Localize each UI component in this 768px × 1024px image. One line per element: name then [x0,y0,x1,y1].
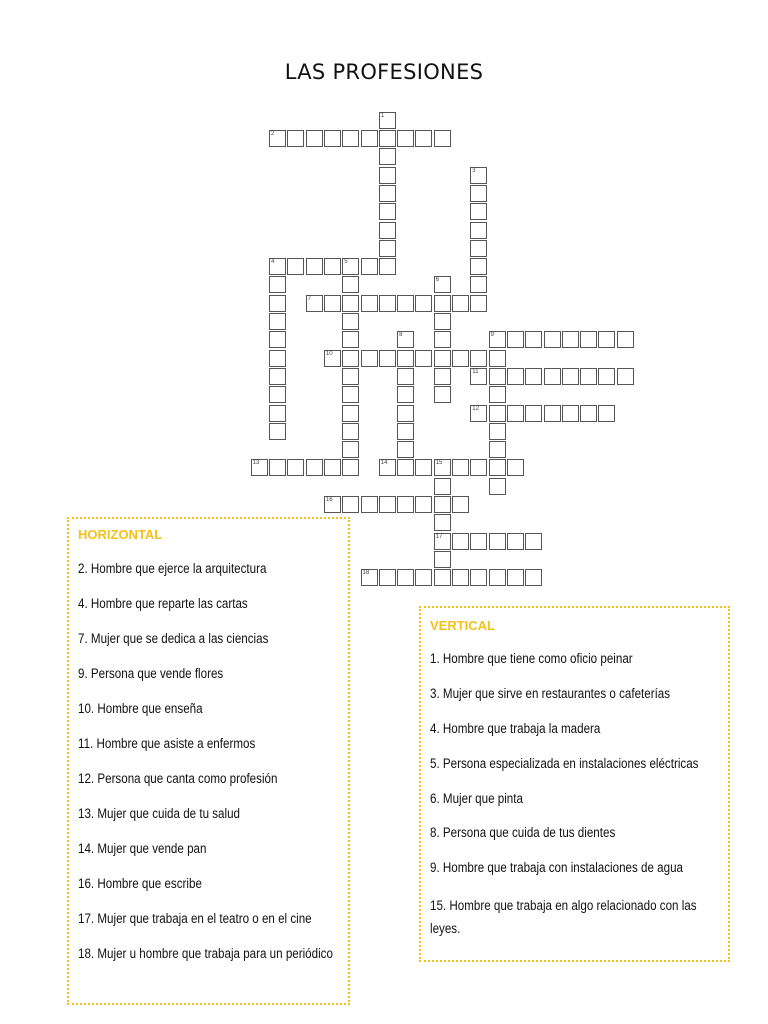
crossword-cell[interactable] [379,203,396,220]
vertical-clue: 1. Hombre que tiene como oficio peinar [430,651,633,666]
clue-number: 17 [435,533,443,540]
crossword-cell[interactable] [470,276,487,293]
crossword-cell[interactable] [507,331,524,348]
crossword-cell[interactable] [342,441,359,458]
horizontal-clue: 2. Hombre que ejerce la arquitectura [78,561,267,576]
crossword-cell[interactable] [562,331,579,348]
crossword-cell[interactable] [434,569,451,586]
crossword-cell[interactable] [287,258,304,275]
horizontal-clue: 12. Persona que canta como profesión [78,771,278,786]
crossword-cell[interactable] [306,130,323,147]
clue-number: 13 [252,460,260,467]
crossword-cell[interactable] [251,459,268,476]
crossword-cell[interactable] [525,331,542,348]
crossword-cell[interactable] [324,459,341,476]
crossword-cell[interactable] [434,478,451,495]
clue-number: 18 [362,570,370,577]
crossword-cell[interactable] [379,185,396,202]
crossword-cell[interactable] [470,240,487,257]
crossword-cell[interactable] [269,258,286,275]
horizontal-clue: 14. Mujer que vende pan [78,841,207,856]
crossword-cell[interactable] [507,405,524,422]
crossword-cell[interactable] [397,423,414,440]
crossword-cell[interactable] [361,295,378,312]
crossword-cell[interactable] [269,386,286,403]
crossword-cell[interactable] [415,569,432,586]
crossword-cell[interactable] [544,405,561,422]
crossword-cell[interactable] [269,276,286,293]
crossword-cell[interactable] [306,258,323,275]
crossword-cell[interactable] [434,386,451,403]
horizontal-clue: 9. Persona que vende flores [78,666,224,681]
vertical-clue: 6. Mujer que pinta [430,791,523,806]
clue-number: 9 [490,332,494,339]
crossword-cell[interactable] [324,130,341,147]
crossword-cell[interactable] [397,405,414,422]
crossword-cell[interactable] [379,167,396,184]
crossword-cell[interactable] [269,350,286,367]
horizontal-clue: 16. Hombre que escribe [78,876,202,891]
crossword-cell[interactable] [470,350,487,367]
horizontal-clue: 10. Hombre que enseña [78,701,203,716]
crossword-cell[interactable] [269,423,286,440]
horizontal-clue: 13. Mujer que cuida de tu salud [78,806,241,821]
crossword-cell[interactable] [342,331,359,348]
vertical-clue: 15. Hombre que trabaja en algo relacionado con las leyes. [430,898,697,936]
crossword-cell[interactable] [525,368,542,385]
crossword-cell[interactable] [397,441,414,458]
horizontal-clue: 17. Mujer que trabaja en el teatro o en el cine [78,911,312,926]
clue-number: 6 [435,277,440,284]
crossword-cell[interactable] [434,276,451,293]
crossword-cell[interactable] [379,112,396,129]
crossword-cell[interactable] [397,130,414,147]
clue-number: 3 [472,167,476,174]
crossword-cell[interactable] [434,496,451,513]
crossword-cell[interactable] [342,295,359,312]
crossword-cell[interactable] [379,222,396,239]
crossword-cell[interactable] [489,478,506,495]
crossword-cell[interactable] [580,331,597,348]
crossword-cell[interactable] [525,569,542,586]
vertical-clue: 5. Persona especializada en instalaciones eléctricas [430,756,699,771]
clue-number: 7 [307,295,311,302]
crossword-cell[interactable] [415,350,432,367]
crossword-cell[interactable] [379,350,396,367]
crossword-cell[interactable] [507,368,524,385]
crossword-cell[interactable] [342,423,359,440]
crossword-cell[interactable] [342,313,359,330]
crossword-cell[interactable] [342,276,359,293]
crossword-cell[interactable] [379,240,396,257]
crossword-cell[interactable] [525,533,542,550]
crossword-cell[interactable] [507,459,524,476]
vertical-clue: 9. Hombre que trabaja con instalaciones de agua [430,860,684,875]
crossword-cell[interactable] [470,222,487,239]
crossword-cell[interactable] [580,405,597,422]
crossword-cell[interactable] [379,148,396,165]
clue-number: 12 [472,405,479,412]
horizontal-clues-box [67,517,350,1005]
crossword-cell[interactable] [470,167,487,184]
crossword-cell[interactable] [562,368,579,385]
crossword-cell[interactable] [397,368,414,385]
crossword-cell[interactable] [379,569,396,586]
crossword-cell[interactable] [452,533,469,550]
crossword-cell[interactable] [324,258,341,275]
crossword-cell[interactable] [452,295,469,312]
crossword-cell[interactable] [342,496,359,513]
crossword-cell[interactable] [489,441,506,458]
crossword-cell[interactable] [434,313,451,330]
vertical-clues-box [419,606,730,962]
crossword-cell[interactable] [544,331,561,348]
crossword-cell[interactable] [361,258,378,275]
crossword-cell[interactable] [379,459,396,476]
crossword-cell[interactable] [580,368,597,385]
crossword-cell[interactable] [324,295,341,312]
crossword-cell[interactable] [434,331,451,348]
crossword-cell[interactable] [489,331,506,348]
crossword-cell[interactable] [306,459,323,476]
crossword-cell[interactable] [452,459,469,476]
horizontal-clue: 7. Mujer que se dedica a las ciencias [78,631,269,646]
vertical-clue: 8. Persona que cuida de tus dientes [430,825,616,840]
crossword-cell[interactable] [379,496,396,513]
clue-number: 10 [325,350,333,357]
horizontal-heading: HORIZONTAL [78,527,163,542]
crossword-cell[interactable] [269,295,286,312]
crossword-cell[interactable] [342,459,359,476]
crossword-cell[interactable] [269,313,286,330]
clue-number: 5 [344,259,348,266]
crossword-cell[interactable] [617,368,634,385]
crossword-cell[interactable] [489,386,506,403]
crossword-cell[interactable] [342,258,359,275]
clue-number: 16 [325,497,333,503]
crossword-cell[interactable] [434,551,451,568]
crossword-cell[interactable] [379,295,396,312]
crossword-cell[interactable] [470,185,487,202]
crossword-cell[interactable] [361,569,378,586]
vertical-heading: VERTICAL [430,618,495,633]
crossword-cell[interactable] [415,496,432,513]
crossword-cell[interactable] [397,295,414,312]
crossword-cell[interactable] [269,459,286,476]
clue-number: 2 [271,131,275,137]
crossword-cell[interactable] [397,331,414,348]
crossword-cell[interactable] [434,368,451,385]
crossword-cell[interactable] [415,130,432,147]
crossword-cell[interactable] [342,130,359,147]
crossword-cell[interactable] [397,569,414,586]
crossword-cell[interactable] [489,405,506,422]
clue-number: 8 [399,332,403,339]
crossword-cell[interactable] [397,350,414,367]
crossword-cell[interactable] [397,386,414,403]
crossword-cell[interactable] [415,459,432,476]
vertical-clue: 3. Mujer que sirve en restaurantes o cafeterías [430,686,671,701]
horizontal-clue: 11. Hombre que asiste a enfermos [78,736,256,751]
crossword-cell[interactable] [434,130,451,147]
crossword-cell[interactable] [287,459,304,476]
crossword-cell[interactable] [415,295,432,312]
clue-number: 4 [271,259,275,266]
crossword-cell[interactable] [452,350,469,367]
crossword-cell[interactable] [434,533,451,550]
crossword-cell[interactable] [342,350,359,367]
crossword-cell[interactable] [489,368,506,385]
clue-number: 11 [472,368,479,375]
crossword-cell[interactable] [434,514,451,531]
clue-number: 15 [435,460,443,467]
crossword-cell[interactable] [361,130,378,147]
crossword-cell[interactable] [306,295,323,312]
crossword-cell[interactable] [598,331,615,348]
crossword-cell[interactable] [470,569,487,586]
clue-number: 14 [380,460,388,467]
crossword-cell[interactable] [598,368,615,385]
horizontal-clue: 18. Mujer u hombre que trabaja para un periódico [78,946,333,961]
crossword-cell[interactable] [617,331,634,348]
crossword-cell[interactable] [598,405,615,422]
crossword-cell[interactable] [470,533,487,550]
crossword-cell[interactable] [397,496,414,513]
crossword-cell[interactable] [324,496,341,513]
crossword-cell[interactable] [525,405,542,422]
crossword-cell[interactable] [379,258,396,275]
crossword-cell[interactable] [269,130,286,147]
crossword-cell[interactable] [452,496,469,513]
crossword-cell[interactable] [470,405,487,422]
crossword-cell[interactable] [379,130,396,147]
crossword-cell[interactable] [470,459,487,476]
crossword-cell[interactable] [269,405,286,422]
crossword-cell[interactable] [342,405,359,422]
clue-number: 1 [380,112,385,119]
crossword-cell[interactable] [361,496,378,513]
crossword-cell[interactable] [507,569,524,586]
crossword-cell[interactable] [287,130,304,147]
crossword-cell[interactable] [324,350,341,367]
crossword-cell[interactable] [452,569,469,586]
horizontal-clue: 4. Hombre que reparte las cartas [78,596,248,611]
crossword-cell[interactable] [489,569,506,586]
crossword-cell[interactable] [434,295,451,312]
crossword-cell[interactable] [434,350,451,367]
crossword-cell[interactable] [489,533,506,550]
crossword-cell[interactable] [361,350,378,367]
crossword-cell[interactable] [342,368,359,385]
crossword-cell[interactable] [470,258,487,275]
crossword-cell[interactable] [562,405,579,422]
crossword-cell[interactable] [269,331,286,348]
crossword-cell[interactable] [470,295,487,312]
crossword-cell[interactable] [544,368,561,385]
crossword-cell[interactable] [470,368,487,385]
crossword-cell[interactable] [507,533,524,550]
crossword-cell[interactable] [489,423,506,440]
crossword-cell[interactable] [489,459,506,476]
crossword-cell[interactable] [470,203,487,220]
crossword-cell[interactable] [342,386,359,403]
crossword-cell[interactable] [397,459,414,476]
page-title: LAS PROFESIONES [284,60,484,84]
vertical-clue: 4. Hombre que trabaja la madera [430,721,601,736]
crossword-cell[interactable] [489,350,506,367]
crossword-cell[interactable] [434,459,451,476]
crossword-cell[interactable] [269,368,286,385]
